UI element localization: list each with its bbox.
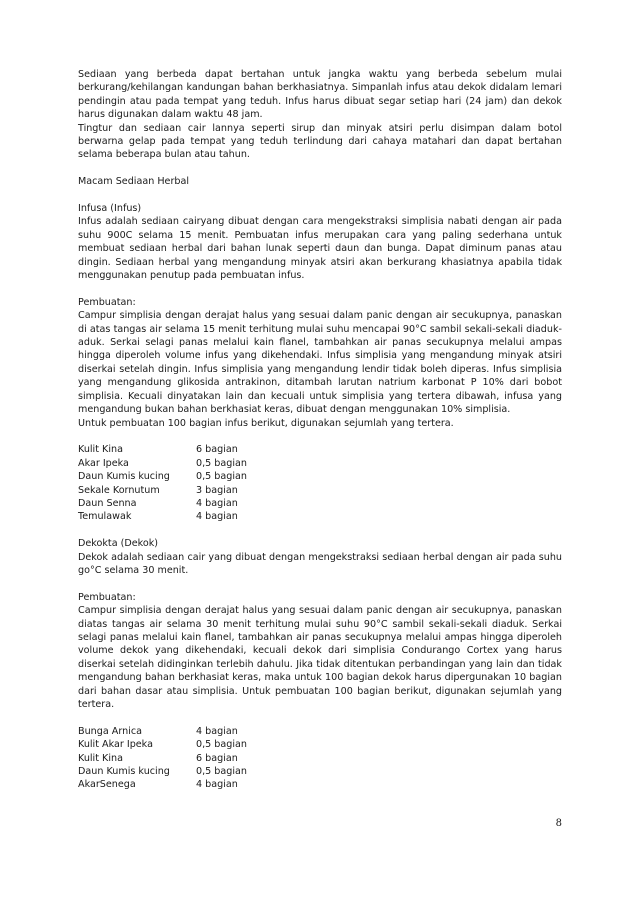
list-item: Kulit Akar Ipeka 0,5 bagian — [78, 739, 247, 751]
intro-paragraph-2: Tingtur dan sediaan cair lannya seperti sirup dan minyak atsiri perlu disimpan dalam botol berwarna gelap pada tempat yang teduh terlindung dari cahaya matahari dan dapat bertahan selama beberapa bulan atau tahun. — [78, 122, 562, 161]
list-item: Sekale Kornutum 3 bagian — [78, 484, 238, 496]
list-item: Akar Ipeka 0,5 bagian — [78, 457, 247, 469]
list-item: Daun Kumis kucing 0,5 bagian — [78, 471, 247, 483]
infusa-note: Untuk pembuatan 100 bagian infus berikut, digunakan sejumlah yang tertera. — [78, 417, 454, 429]
list-item: Kulit Kina 6 bagian — [78, 752, 238, 764]
infusa-title: Infusa (Infus) — [78, 203, 142, 215]
infusa-pembuatan-text: Campur simplisia dengan derajat halus yang sesuai dalam panic dengan air secukupnya, panaskan di atas tangas air selama 15 menit terhitung mulai suhu mencapai 90°C sambil sekali-sekali diaduk-aduk. Serkai selagi panas melalui kain flanel, tambahkan air panas secukupnya melalui ampas hingga diperoleh volume infus yang dikehendaki. Infus simplisia yang mengandung minyak atsiri diserkai setelah dingin. Infus simplisia yang mengandung lendir tidak boleh diperas. Infus simplisia yang mengandung glikosida antrakinon, ditambah larutan natrium karbonat P 10% dari bobot simplisia. Kecuali dinyatakan lain dan kecuali untuk simplisia yang tertera dibawah, infusa yang mengandung bukan bahan berkhasiat keras, dibuat dengan menggunakan 10% simplisia. — [78, 310, 562, 416]
section-heading: Macam Sediaan Herbal — [78, 176, 190, 188]
document-page — [78, 68, 562, 792]
list-item: Kulit Kina 6 bagian — [78, 444, 238, 456]
list-item: AkarSenega 4 bagian — [78, 779, 238, 791]
page-number: 8 — [555, 818, 562, 829]
dekokta-pembuatan-label: Pembuatan: — [78, 591, 136, 603]
dekokta-title: Dekokta (Dekok) — [78, 538, 159, 550]
list-item: Daun Kumis kucing 0,5 bagian — [78, 766, 247, 778]
dekokta-pembuatan-text: Campur simplisia dengan derajat halus yang sesuai dalam panic dengan air secukupnya, panaskan diatas tangas air selama 30 menit terhitung mulai suhu 90°C sambil sekali-sekali diaduk. Serkai selagi panas melalui kain flanel, tambahkan air panas secukupnya melalui ampas hingga diperoleh volume dekok yang dikehendaki, kecuali dekok dari simplisia Condurango Cortex yang harus diserkai setelah didinginkan terlebih dahulu. Jika tidak ditentukan perbandingan yang lain dan tidak mengandung bahan berkhasiat keras, maka untuk 100 bagian dekok harus dipergunakan 10 bagian dari bahan dasar atau simplisia. Untuk pembuatan 100 bagian berikut, digunakan sejumlah yang tertera. — [78, 605, 562, 710]
list-item: Daun Senna 4 bagian — [78, 497, 238, 509]
dekokta-ingredient-list — [78, 725, 562, 792]
infusa-ingredient-list — [78, 443, 562, 523]
infusa-definition: Infus adalah sediaan cairyang dibuat dengan cara mengekstraksi simplisia nabati dengan air pada suhu 900C selama 15 menit. Pembuatan infus merupakan cara yang paling sederhana untuk membuat sediaan herbal dari bahan lunak seperti daun dan bunga. Dapat diminum panas atau dingin. Sediaan herbal yang mengandung minyak atsiri akan berkurang khasiatnya apabila tidak menggunakan penutup pada pembuatan infus. — [78, 216, 562, 282]
list-item: Bunga Arnica 4 bagian — [78, 725, 238, 737]
infusa-pembuatan-label: Pembuatan: — [78, 296, 136, 308]
dekokta-definition: Dekok adalah sediaan cair yang dibuat dengan mengekstraksi sediaan herbal dengan air pada suhu go°C selama 30 menit. — [78, 551, 562, 576]
list-item: Temulawak 4 bagian — [78, 511, 238, 523]
intro-paragraph-1: Sediaan yang berbeda dapat bertahan untuk jangka waktu yang berbeda sebelum mulai berkurang/kehilangan kandungan bahan berkhasiatnya. Simpanlah infus atau dekok didalam lemari pendingin atau pada tempat yang teduh. Infus harus dibuat segar setiap hari (24 jam) dan dekok harus digunakan dalam waktu 48 jam. — [78, 69, 562, 121]
